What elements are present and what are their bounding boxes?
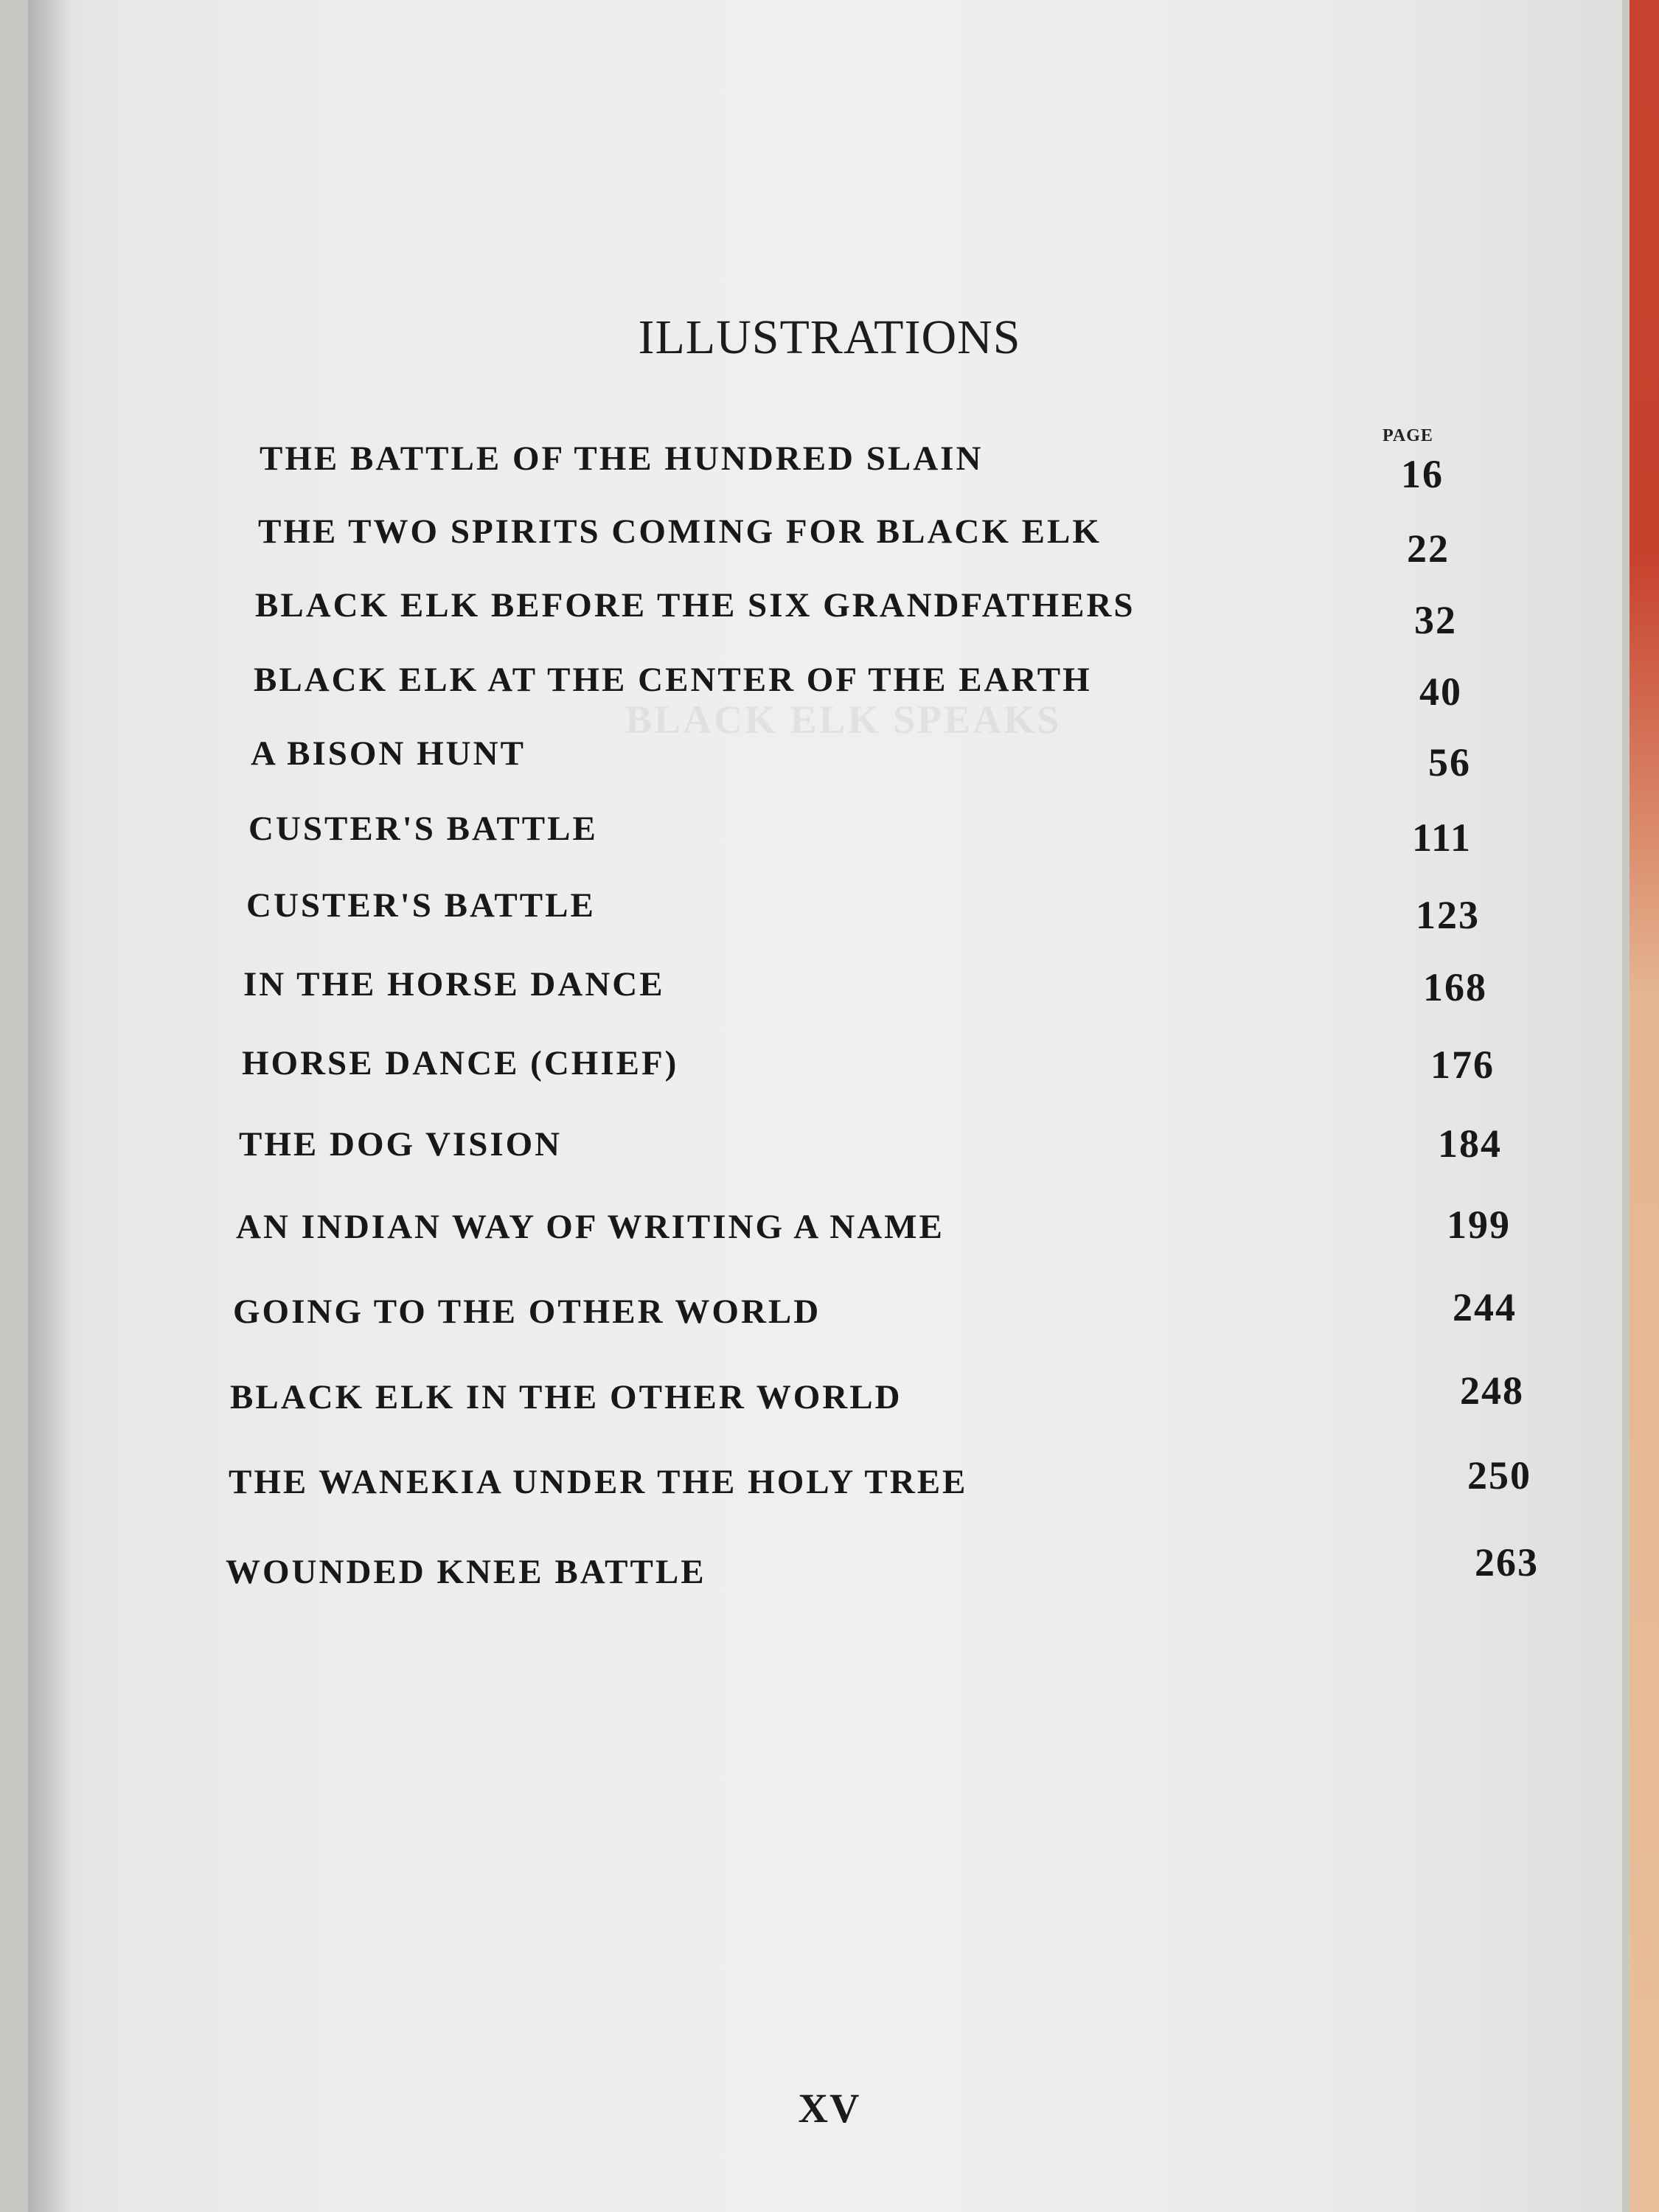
entry-page: 22 [1407,526,1450,571]
entry-title: THE BATTLE OF THE HUNDRED SLAIN [260,439,984,478]
entry-page: 199 [1447,1203,1511,1247]
entry-title: CUSTER'S BATTLE [246,886,596,925]
entry-title: THE TWO SPIRITS COMING FOR BLACK ELK [258,512,1102,551]
page-column-label: PAGE [1382,426,1433,445]
entry-title: WOUNDED KNEE BATTLE [226,1553,706,1591]
entry-page: 184 [1438,1121,1502,1166]
entry-page: 56 [1428,740,1471,785]
entry-title: BLACK ELK BEFORE THE SIX GRANDFATHERS [255,586,1135,625]
entry-page: 250 [1467,1453,1531,1498]
entry-title: A BISON HUNT [251,734,526,773]
entry-page: 244 [1453,1285,1517,1329]
entry-title: HORSE DANCE (CHIEF) [242,1044,679,1082]
page-title: ILLUSTRATIONS [638,310,1021,364]
entry-page: 16 [1401,452,1444,496]
entry-page: 40 [1419,669,1462,714]
entry-title: IN THE HORSE DANCE [243,965,665,1004]
entry-page: 111 [1412,815,1472,860]
entry-page: 32 [1414,598,1457,642]
entry-title: BLACK ELK AT THE CENTER OF THE EARTH [254,661,1092,699]
page-number: XV [798,2086,861,2132]
entry-page: 123 [1416,893,1480,937]
entry-title: THE DOG VISION [239,1125,563,1164]
entry-page: 263 [1475,1540,1539,1585]
entry-page: 176 [1430,1043,1495,1087]
entry-title: AN INDIAN WAY OF WRITING A NAME [236,1208,945,1246]
show-through-text: BLACK ELK SPEAKS [625,698,1062,742]
entry-page: 248 [1460,1368,1524,1413]
entry-title: BLACK ELK IN THE OTHER WORLD [230,1378,902,1416]
entry-title: THE WANEKIA UNDER THE HOLY TREE [229,1463,968,1501]
entry-page: 168 [1423,965,1487,1009]
entry-title: GOING TO THE OTHER WORLD [233,1293,821,1331]
entry-title: CUSTER'S BATTLE [248,810,598,848]
